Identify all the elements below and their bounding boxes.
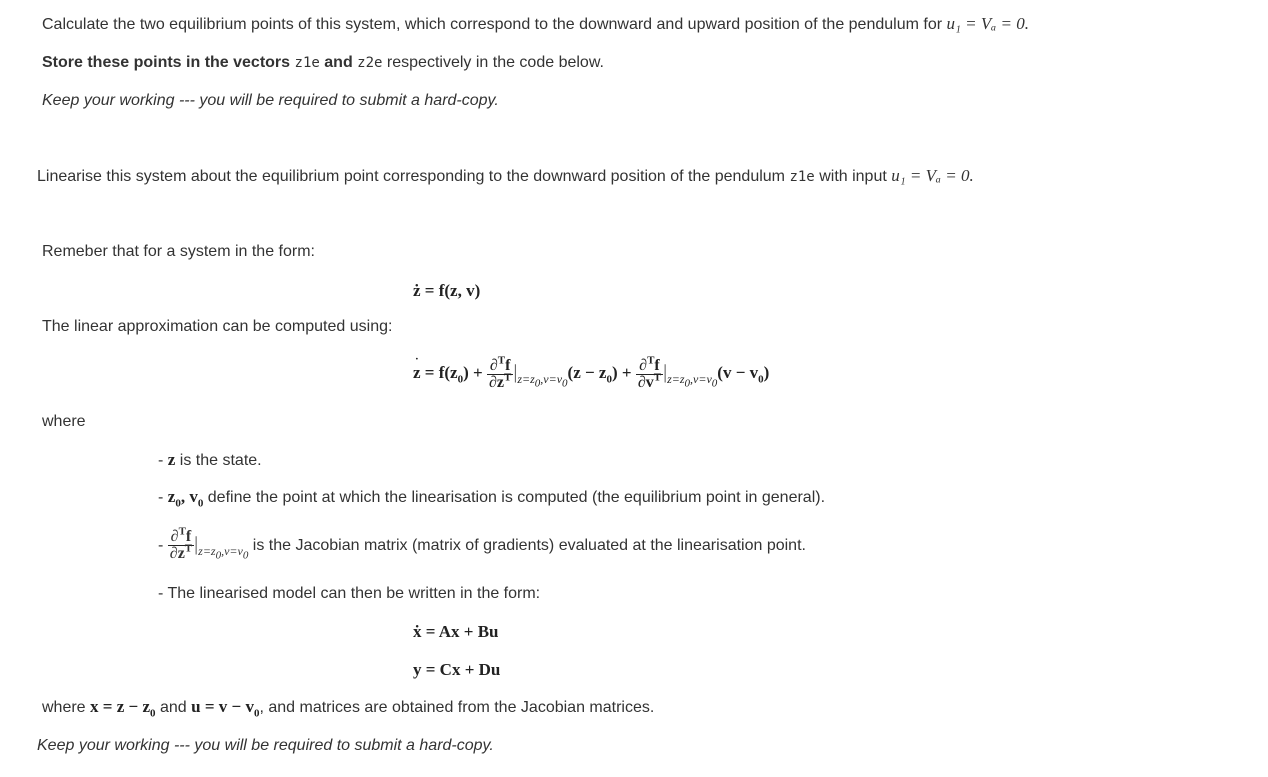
step1-condition: u₁ = Vₐ = 0. [946,14,1029,33]
step2-condition: u₁ = Vₐ = 0. [891,166,974,185]
bullet-point-text: define the point at which the linearisation is computed (the equilibrium point in general). [207,489,826,506]
bullet-jacobian-text: is the Jacobian matrix (matrix of gradients) evaluated at the linearisation point. [252,537,806,554]
jacobian-fraction: $\frac{\partial^Tf}{\partial z^T}$ [169,525,193,563]
where-definitions: where $x = z - z_0$ and $u = v - v_0$, and matrices are obtained from the Jacobian matrices. [42,697,655,720]
step2-intro-text: Linearise this system about the equilibrium point corresponding to the downward position of the pendulum [37,168,785,185]
bullet-jacobian: - $\frac{\partial^Tf}{\partial z^T}$ $|_{z=z_0,v=v_0}$ is the Jacobian matrix (matrix of gradients) evaluated at the linearisation point. [158,525,806,563]
where2-a: where [42,699,86,716]
step2-var-z1e: z1e [789,169,815,185]
where-label: where [42,413,86,430]
state-equation: ẋ = Ax + Bu [413,622,499,641]
step1-store-line [42,53,604,73]
bullet-state: - z is the state. [158,450,262,469]
step1-note: Keep your working --- you will be required to submit a hard-copy. [42,92,499,109]
partial-f-partial-z-fraction: $\frac{\partial^Tf}{\partial z^T}$ [488,354,512,391]
step1-store-bold-1: Store these points in the vectors [42,54,291,71]
bullet-state-text: is the state. [179,452,262,469]
partial-f-partial-v-fraction: $\frac{\partial^Tf}{\partial v^T}$ [637,354,662,391]
where2-rest: , and matrices are obtained from the Jacobian matrices. [259,699,655,716]
var-z2e: z2e [357,55,383,71]
var-z1e: z1e [294,55,320,71]
step1-intro-text: Calculate the two equilibrium points of this system, which correspond to the downward and upward position of the pendulum for [42,16,943,33]
where2-and: and [159,699,187,716]
step2-with-input: with input [819,168,887,185]
bullet-point: - $z_0$, $v_0$ define the point at which the linearisation is computed (the equilibrium point in general). [158,487,826,510]
remember-text: Remeber that for a system in the form: [42,243,315,260]
step2-intro-line [37,166,974,187]
step1-store-rest: respectively in the code below. [386,54,604,71]
system-equation: ż = f(z, v) [413,281,481,300]
linear-approx-equation: ˙ $z = f(z_0)$ + $\frac{\partial^Tf}{\partial z^T}$ $|_{z=z_0,v=v_0}(z - z_0)$ + $\frac{\partial^Tf}{\partial v^T}$ $|_{z=z_0,v=v_0}(v - v_0)$ [413,352,769,399]
step2-note: Keep your working --- you will be required to submit a hard-copy. [37,737,494,754]
output-equation: y = Cx + Du [413,660,501,679]
bullet-model: - The linearised model can then be written in the form: [158,585,541,602]
step1-intro-line [42,14,1029,35]
linear-intro: The linear approximation can be computed using: [42,318,393,335]
step1-store-bold-2: and [324,54,353,71]
